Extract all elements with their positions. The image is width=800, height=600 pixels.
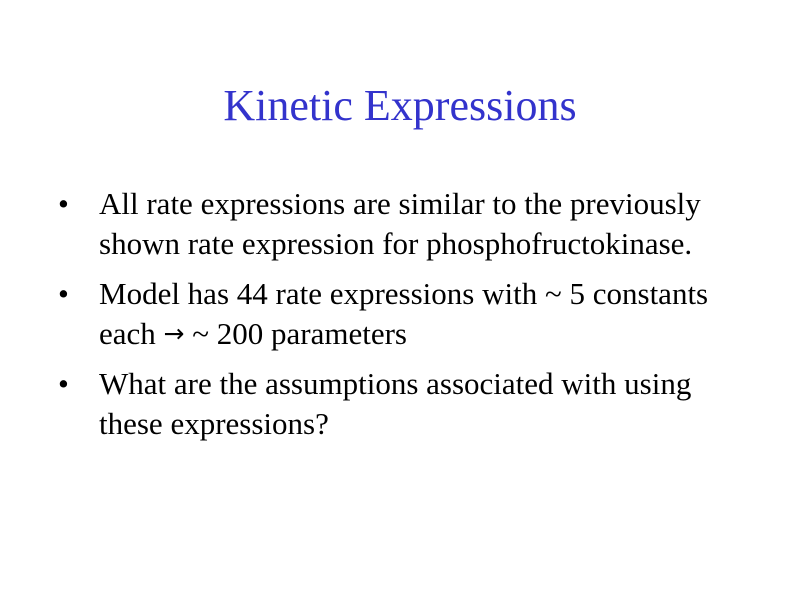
bullet-text: What are the assumptions associated with using these expressions?	[99, 366, 692, 441]
bullet-item-2	[58, 274, 718, 354]
bullet-item-3	[58, 364, 718, 444]
bullet-text-before-arrow: Model has 44 rate expressions with ~ 5 constants each	[99, 276, 709, 351]
bullet-text-after-arrow: ~ 200 parameters	[184, 316, 407, 351]
bullet-text	[99, 276, 708, 351]
slide-title: Kinetic Expressions	[223, 81, 577, 130]
bullet-icon: •	[58, 186, 69, 221]
bullet-list	[58, 184, 718, 454]
bullet-item-1	[58, 184, 718, 264]
right-arrow-icon: →	[163, 319, 185, 348]
bullet-icon: •	[58, 276, 69, 311]
bullet-icon: •	[58, 366, 69, 401]
bullet-text: All rate expressions are similar to the previously shown rate expression for phosphofructokinase.	[99, 186, 701, 261]
